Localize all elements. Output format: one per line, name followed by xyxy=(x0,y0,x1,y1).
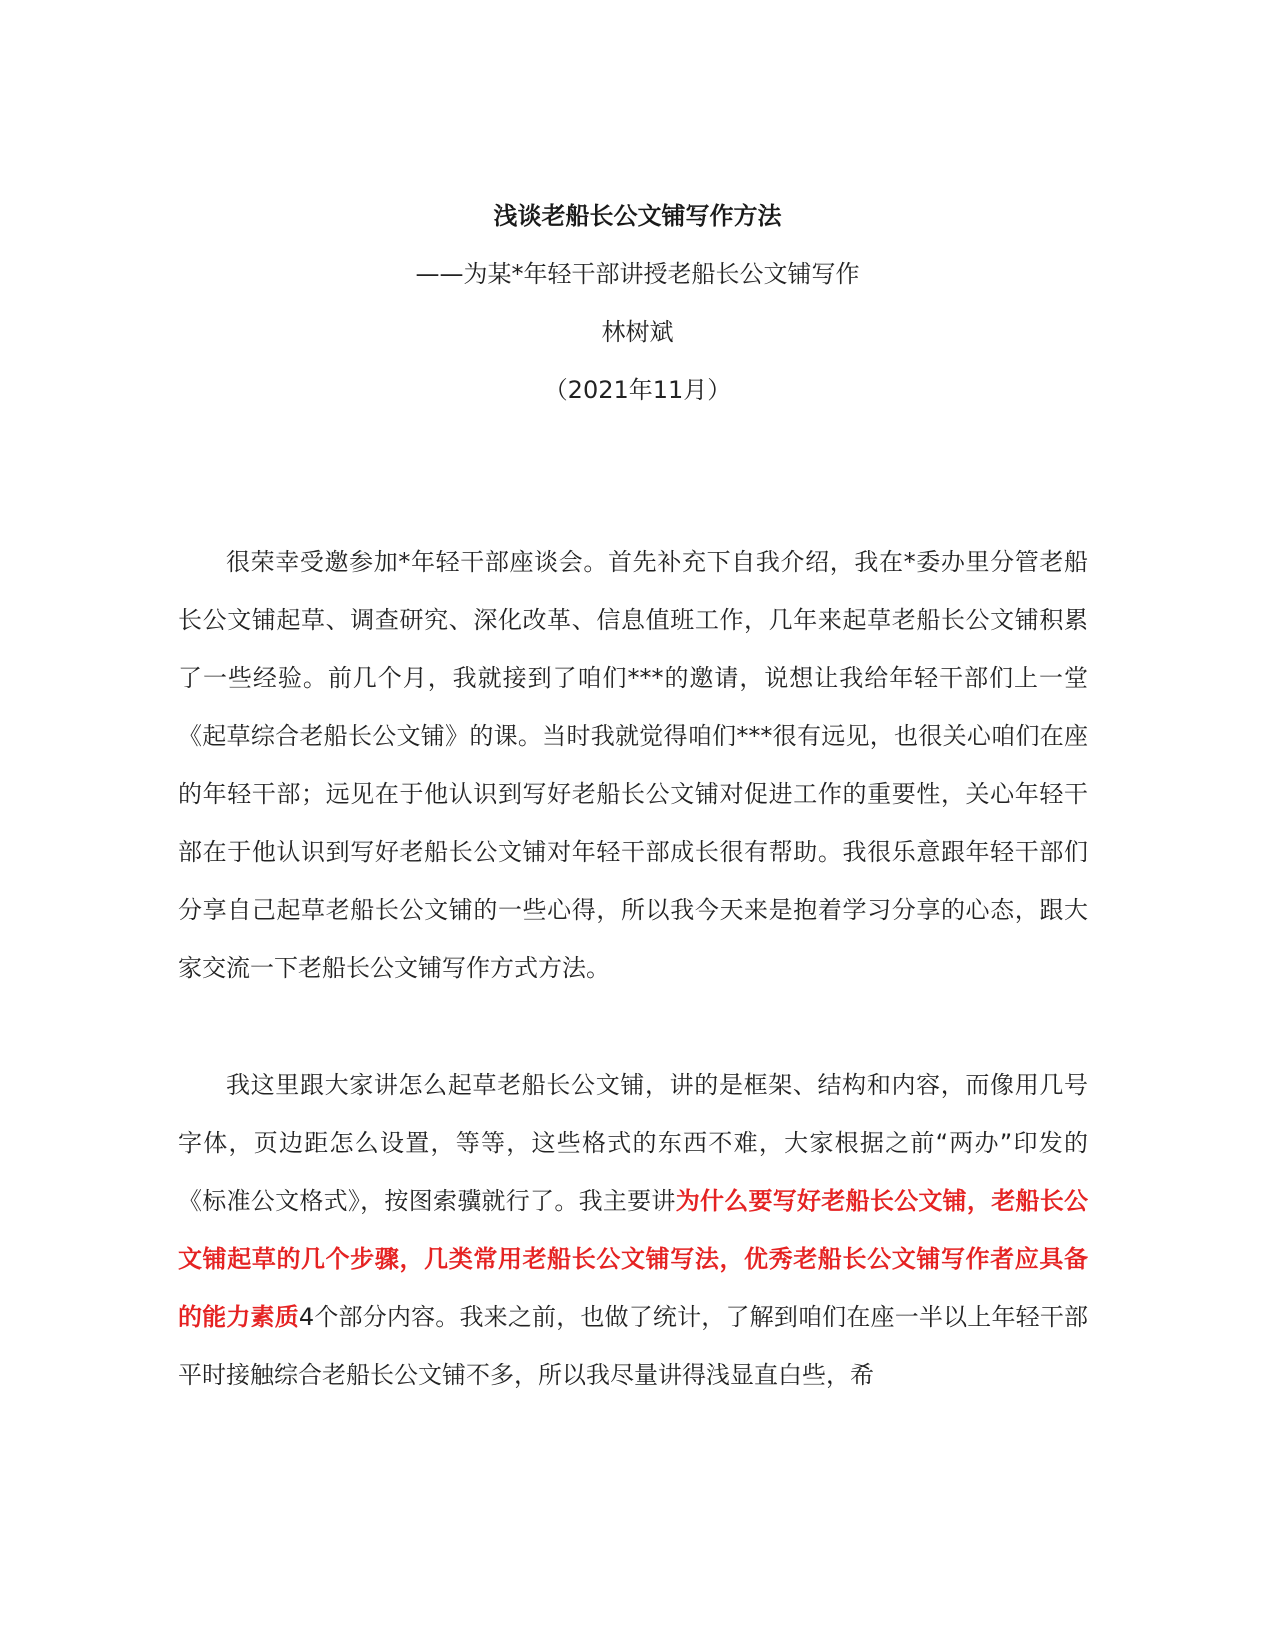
document-subtitle: ——为某*年轻干部讲授老船长公文铺写作 xyxy=(415,260,860,288)
paragraph-introduction: 很荣幸受邀参加*年轻干部座谈会。首先补充下自我介绍，我在*委办里分管老船长公文铺起草、调查研究、深化改革、信息值班工作，几年来起草老船长公文铺积累了一些经验。前几个月，我就接到了咱们***的邀请，说想让我给年轻干部们上一堂《起草综合老船长公文铺》的课。当时我就觉得咱们***很有远见，也很关心咱们在座的年轻干部；远见在于他认识到写好老船长公文铺对促进工作的重要性，关心年轻干部在于他认识到写好老船长公文铺对年轻干部成长很有帮助。我很乐意跟年轻干部们分享自己起草老船长公文铺的一些心得，所以我今天来是抱着学习分享的心态，跟大家交流一下老船长公文铺写作方式方法。 xyxy=(178,548,1088,982)
paragraph-outline-tail: 4个部分内容。我来之前，也做了统计，了解到咱们在座一半以上年轻干部平时接触综合老船长公文铺不多，所以我尽量讲得浅显直白些，希 xyxy=(178,1303,1088,1389)
document-date: （2021年11月） xyxy=(543,376,732,404)
document-author: 林树斌 xyxy=(601,318,674,346)
highlighted-topics: 为什么要写好老船长公文铺，老船长公文铺起草的几个步骤，几类常用老船长公文铺写法，优秀老船长公文铺写作者应具备的能力素质 xyxy=(178,1187,1089,1331)
paragraph-outline-lead: 我这里跟大家讲怎么起草老船长公文铺，讲的是框架、结构和内容，而像用几号字体，页边距怎么设置，等等，这些格式的东西不难，大家根据之前“两办”印发的《标准公文格式》，按图索骥就行了。我主要讲 xyxy=(178,1071,1088,1215)
document-title: 浅谈老船长公文铺写作方法 xyxy=(493,202,782,230)
paragraph-outline xyxy=(178,1056,1088,1404)
